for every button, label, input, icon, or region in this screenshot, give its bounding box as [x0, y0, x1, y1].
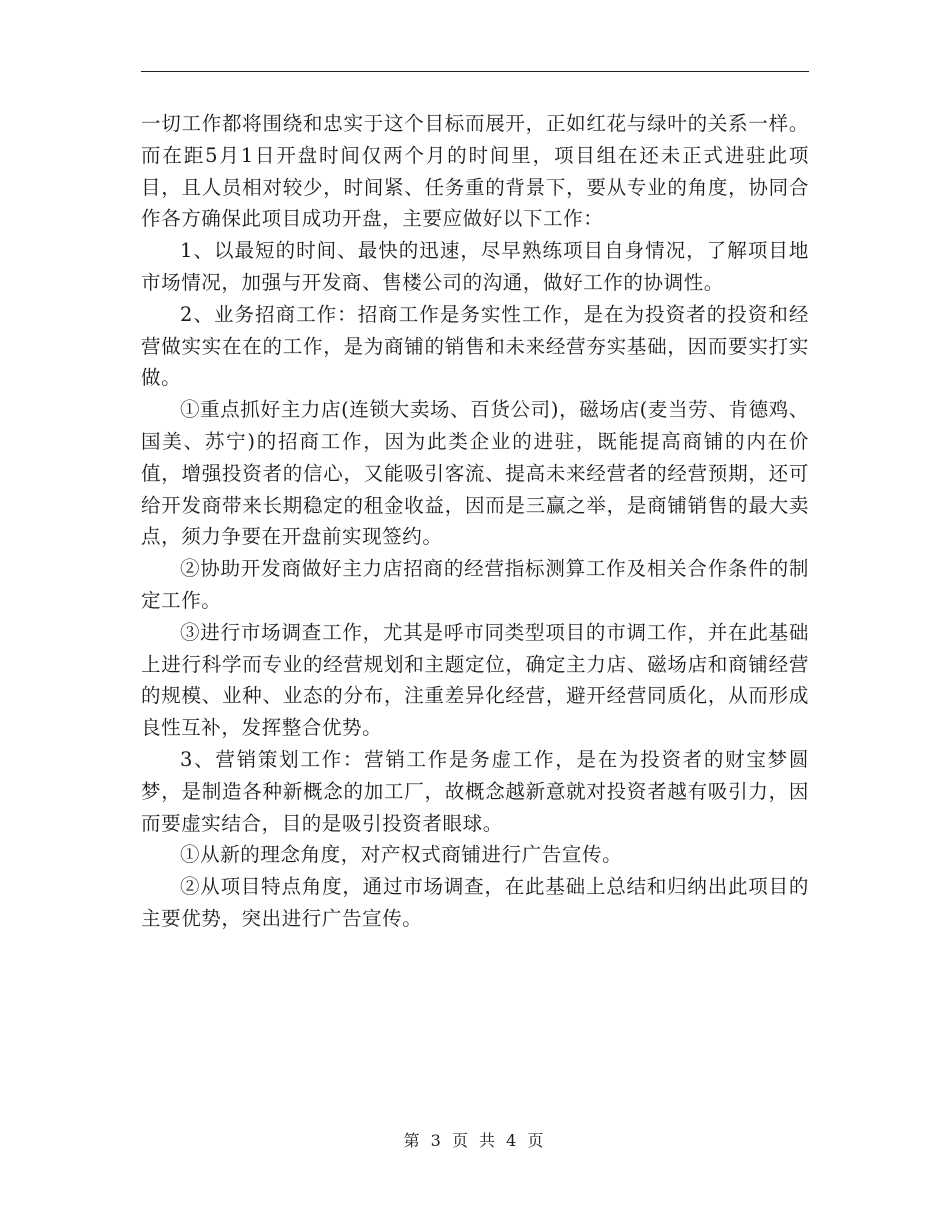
paragraph-5: ②协助开发商做好主力店招商的经营指标测算工作及相关合作条件的制定工作。 [141, 557, 809, 612]
paragraph-6: ③进行市场调查工作，尤其是呼市同类型项目的市调工作，并在此基础上进行科学而专业的经营规划和主题定位，确定主力店、磁场店和商铺经营的规模、业种、业态的分布，注重差异化经营，避开经营同质化，从而形成良性互补，发挥整合优势。 [141, 620, 809, 740]
paragraph-9: ②从项目特点角度，通过市场调查，在此基础上总结和归纳出此项目的主要优势，突出进行广告宣传。 [141, 875, 809, 930]
page-footer [0, 1128, 950, 1151]
paragraph-3: 2、业务招商工作：招商工作是务实性工作，是在为投资者的投资和经营做实实在在的工作，是为商铺的销售和未来经营夯实基础，因而要实打实做。 [141, 302, 809, 390]
paragraph-1: 一切工作都将围绕和忠实于这个目标而展开，正如红花与绿叶的关系一样。而在距5月1日开盘时间仅两个月的时间里，项目组在还未正式进驻此项目，且人员相对较少，时间紧、任务重的背景下，要从专业的角度，协同合作各方确保此项目成功开盘，主要应做好以下工作： [141, 112, 809, 231]
paragraph-8: ①从新的理念角度，对产权式商铺进行广告宣传。 [180, 843, 623, 867]
paragraph-7: 3、营销策划工作：营销工作是务虚工作，是在为投资者的财宝梦圆梦，是制造各种新概念的加工厂，故概念越新意就对投资者越有吸引力，因而要虚实结合，目的是吸引投资者眼球。 [141, 747, 809, 835]
page-number-label: 第 3 页 共 4 页 [403, 1131, 547, 1150]
paragraph-2: 1、以最短的时间、最快的迅速，尽早熟练项目自身情况，了解项目地市场情况，加强与开发商、售楼公司的沟通，做好工作的协调性。 [141, 239, 809, 294]
header-rule [141, 71, 809, 72]
paragraph-4: ①重点抓好主力店(连锁大卖场、百货公司)，磁场店(麦当劳、肯德鸡、国美、苏宁)的招商工作，因为此类企业的进驻，既能提高商铺的内在价值，增强投资者的信心，又能吸引客流、提高未来经营者的经营预期，还可给开发商带来长期稳定的租金收益，因而是三赢之举，是商铺销售的最大卖点，须力争要在开盘前实现签约。 [141, 398, 809, 549]
document-body [141, 108, 809, 935]
